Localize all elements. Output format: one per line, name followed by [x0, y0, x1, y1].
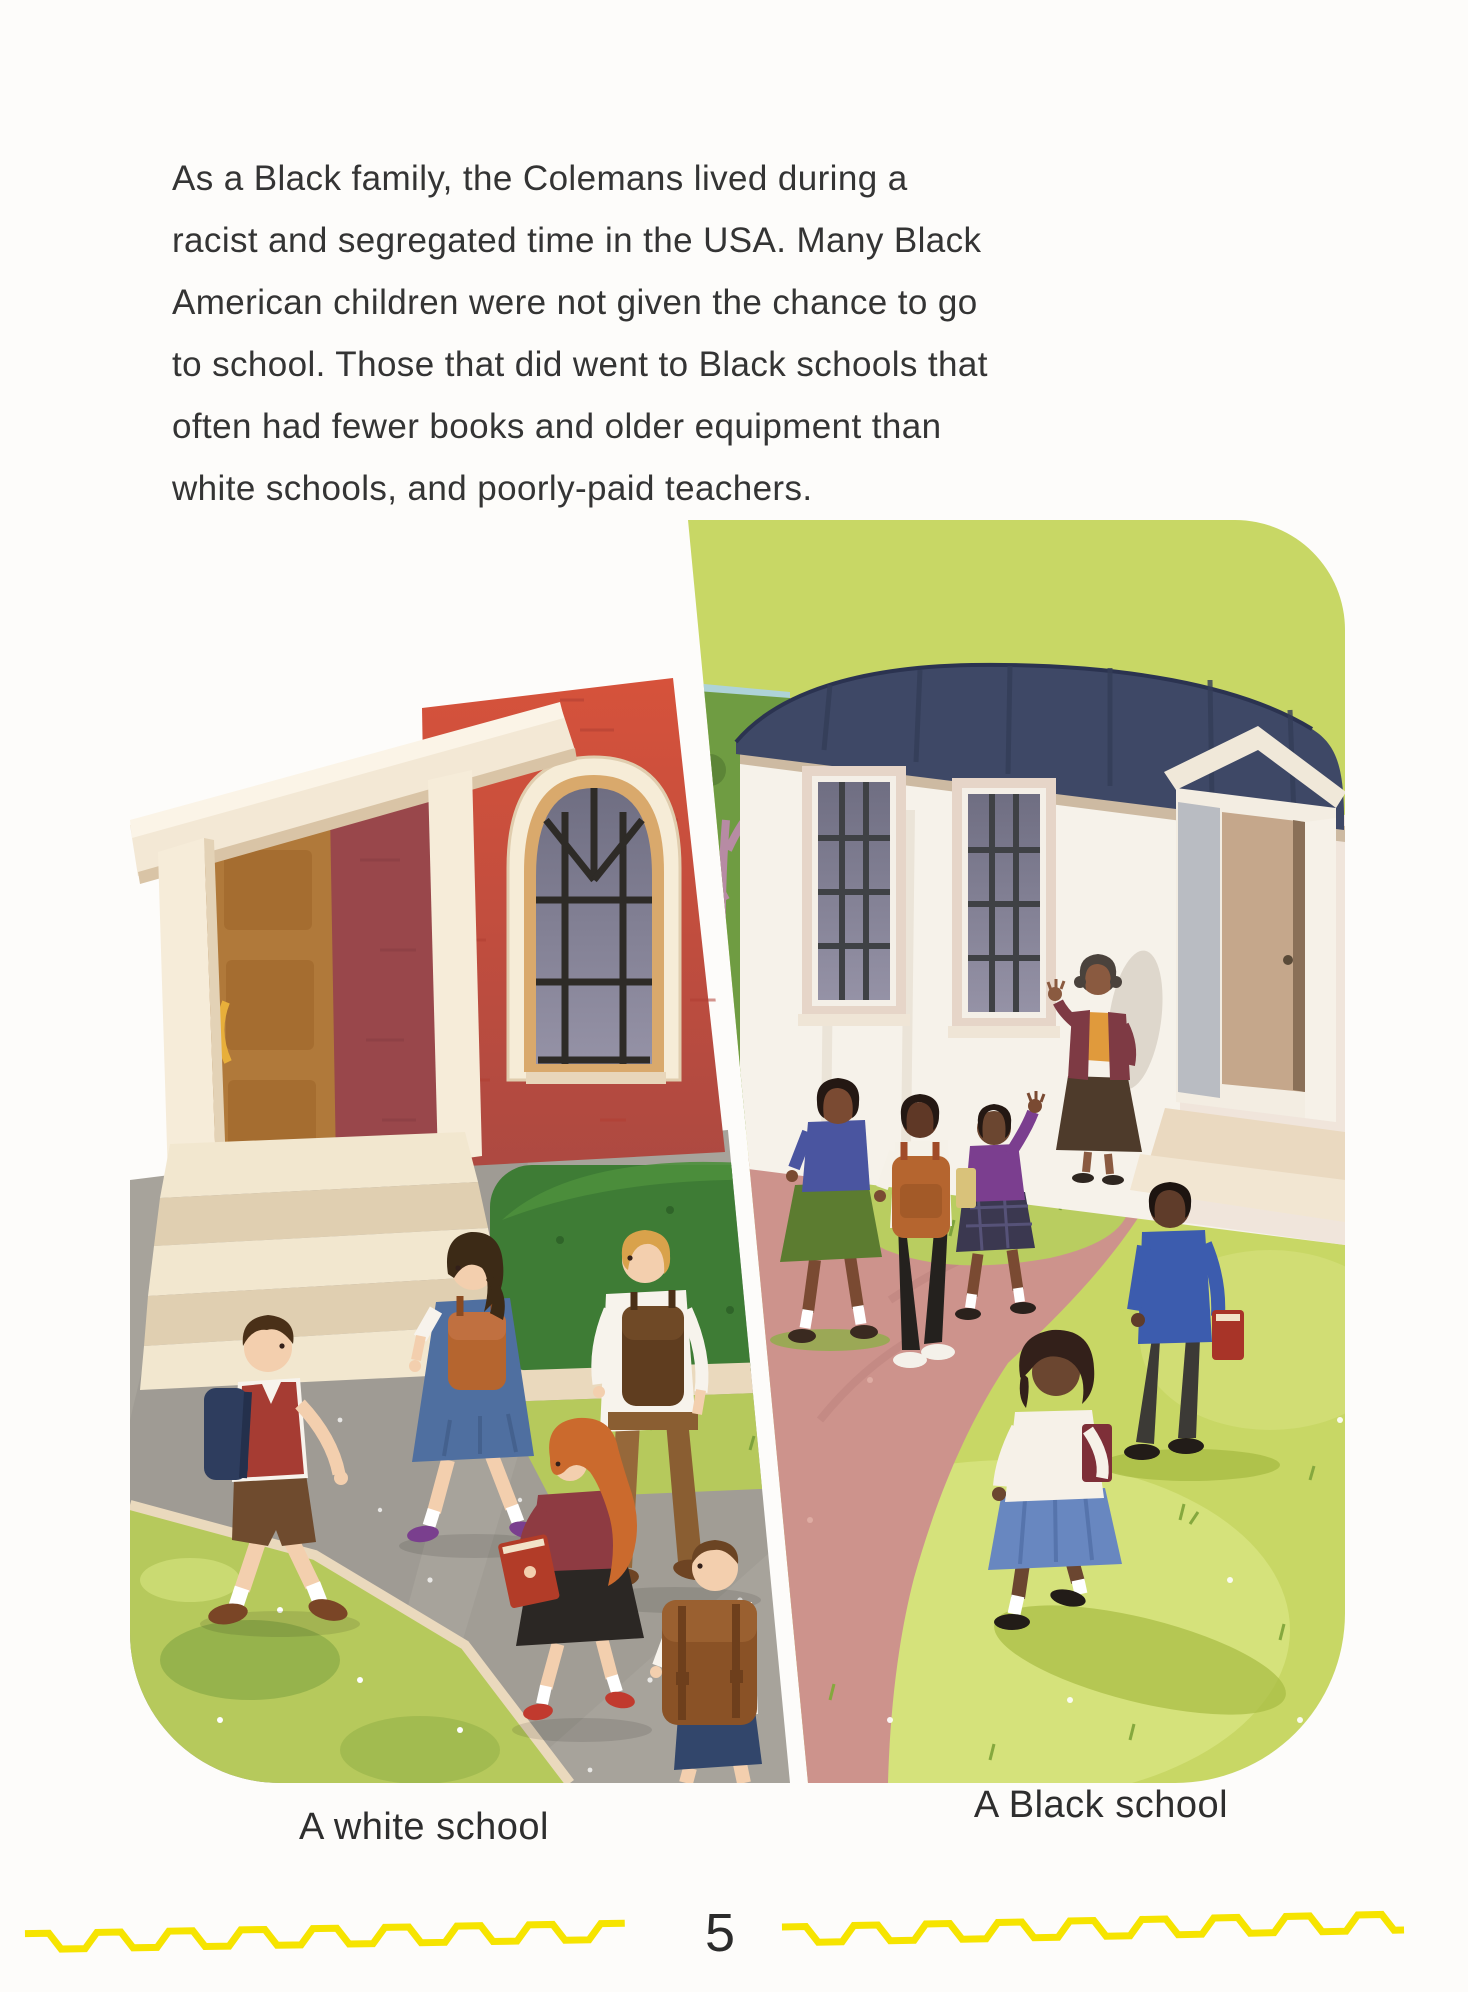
page-number: 5 — [704, 1903, 736, 1963]
paragraph-line: American children were not given the chance to go — [172, 283, 978, 322]
paragraph-line: white schools, and poorly-paid teachers. — [172, 469, 813, 508]
paragraph-line: often had fewer books and older equipment than — [172, 407, 942, 446]
black-school-scene — [683, 520, 1345, 1783]
door-knob — [1283, 955, 1293, 965]
paragraph-line: to school. Those that did went to Black schools that — [172, 345, 988, 384]
body-paragraph — [172, 148, 1072, 520]
paragraph-line: racist and segregated time in the USA. Many Black — [172, 221, 982, 260]
paragraph-line: As a Black family, the Colemans lived during a — [172, 159, 908, 198]
zigzag-divider-right — [782, 1901, 1453, 1961]
illustration-canvas — [130, 520, 1345, 1783]
school-window — [798, 766, 910, 1026]
caption-white-school: A white school — [299, 1806, 549, 1848]
schools-comparison-illustration — [130, 520, 1345, 1783]
zigzag-divider-left — [25, 1910, 676, 1967]
caption-black-school: A Black school — [973, 1784, 1229, 1826]
arched-window — [508, 757, 680, 1084]
school-window — [948, 778, 1060, 1038]
